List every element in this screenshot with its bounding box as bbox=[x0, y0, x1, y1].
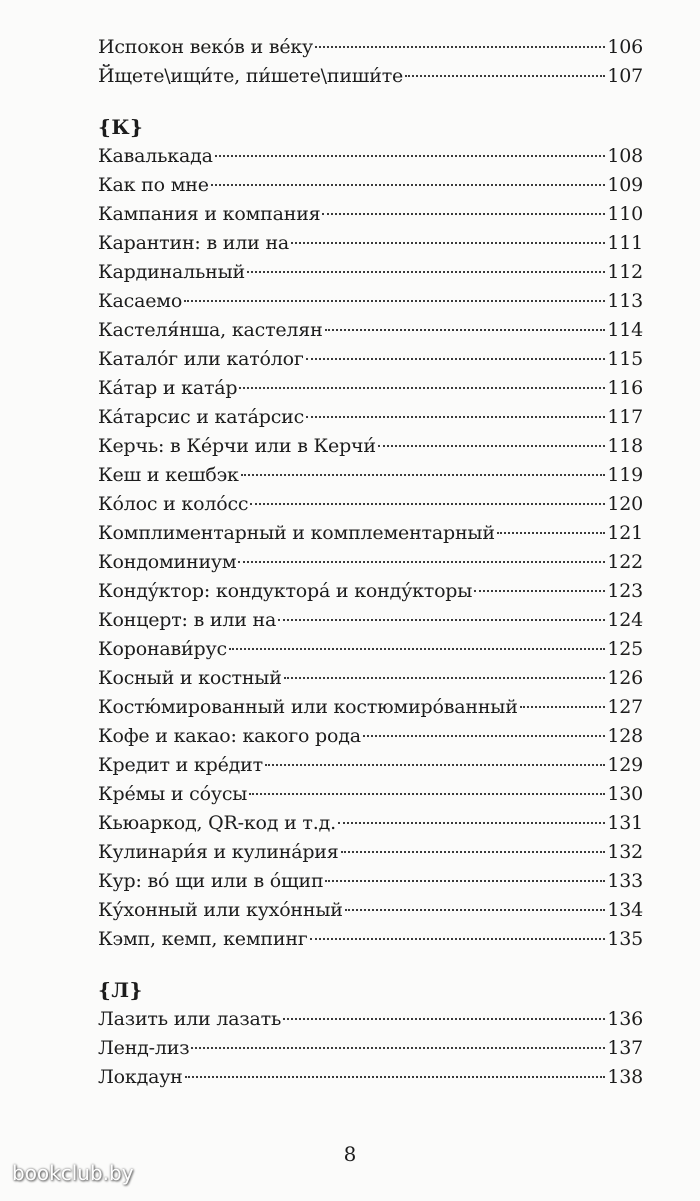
entry-title: Йщете\ищи́те, пи́шете\пиши́те bbox=[98, 65, 404, 87]
entry-title: Кур: во́ щи или в о́щип bbox=[98, 870, 324, 892]
entry-page: 118 bbox=[607, 435, 643, 457]
page-number: 8 bbox=[343, 1142, 357, 1166]
entry-page: 131 bbox=[607, 812, 643, 834]
dot-leader bbox=[310, 938, 606, 940]
toc-entry bbox=[98, 780, 643, 809]
entry-page: 109 bbox=[607, 174, 643, 196]
toc-entry bbox=[98, 374, 643, 403]
dot-leader bbox=[325, 880, 605, 882]
entry-title: Кеш и кешбэк bbox=[98, 464, 239, 486]
dot-leader bbox=[306, 358, 606, 360]
entry-title: Кулинари́я и кулина́рия bbox=[98, 841, 339, 863]
dot-leader bbox=[241, 474, 606, 476]
entry-title: Ку́хонный или кухо́нный bbox=[98, 899, 343, 921]
entry-page: 130 bbox=[607, 783, 643, 805]
toc-entry bbox=[98, 751, 643, 780]
dot-leader bbox=[345, 909, 606, 911]
entry-title: Кондоминиум bbox=[98, 551, 237, 573]
dot-leader bbox=[315, 46, 605, 48]
dot-leader bbox=[284, 677, 606, 679]
dot-leader bbox=[191, 1047, 605, 1049]
entry-title: Локдаун bbox=[98, 1066, 183, 1088]
dot-leader bbox=[278, 619, 605, 621]
toc-entry bbox=[98, 809, 643, 838]
entry-title: Кастеля́нша, кастелян bbox=[98, 319, 323, 341]
toc-entry bbox=[98, 62, 643, 91]
dot-leader bbox=[283, 1018, 605, 1020]
dot-leader bbox=[265, 764, 605, 766]
toc-entry bbox=[98, 1063, 643, 1092]
toc-entry bbox=[98, 635, 643, 664]
section-i bbox=[98, 33, 643, 91]
toc-entry bbox=[98, 896, 643, 925]
toc-entry bbox=[98, 925, 643, 954]
entry-page: 121 bbox=[607, 522, 643, 544]
toc-entry bbox=[98, 867, 643, 896]
entry-page: 135 bbox=[607, 928, 643, 950]
entry-title: Кэмп, кемп, кемпинг bbox=[98, 928, 308, 950]
toc-entry bbox=[98, 1005, 643, 1034]
entry-title: Комплиментарный и комплементарный bbox=[98, 522, 495, 544]
entry-page: 129 bbox=[607, 754, 643, 776]
entry-page: 120 bbox=[607, 493, 643, 515]
dot-leader bbox=[378, 445, 605, 447]
entry-page: 137 bbox=[607, 1037, 643, 1059]
toc-entry bbox=[98, 838, 643, 867]
entry-page: 133 bbox=[607, 870, 643, 892]
entry-title: Кьюаркод, QR-код и т.д. bbox=[98, 812, 336, 834]
dot-leader bbox=[322, 213, 605, 215]
entry-page: 122 bbox=[607, 551, 643, 573]
entry-page: 123 bbox=[607, 580, 643, 602]
dot-leader bbox=[211, 184, 606, 186]
entry-title: Лазить или лазать bbox=[98, 1008, 282, 1030]
entry-title: Испокон веко́в и ве́ку bbox=[98, 36, 314, 58]
dot-leader bbox=[247, 271, 605, 273]
entry-title: Кредит и кре́дит bbox=[98, 754, 263, 776]
entry-title: Кофе и какао: какого рода bbox=[98, 725, 361, 747]
entry-title: Кардинальный bbox=[98, 261, 246, 283]
toc-entry bbox=[98, 229, 643, 258]
entry-title: Ленд-лиз bbox=[98, 1037, 190, 1059]
dot-leader bbox=[363, 735, 605, 737]
toc-entry bbox=[98, 171, 643, 200]
toc-entry bbox=[98, 722, 643, 751]
dot-leader bbox=[497, 532, 606, 534]
entry-page: 136 bbox=[607, 1008, 643, 1030]
entry-title: Керчь: в Ке́рчи или в Керчи́ bbox=[98, 435, 376, 457]
entry-title: Коронави́рус bbox=[98, 638, 227, 660]
section-heading: {К} bbox=[98, 115, 144, 139]
watermark-text: bookclub.by bbox=[12, 1161, 134, 1185]
section-k bbox=[98, 113, 643, 954]
entry-page: 115 bbox=[607, 348, 643, 370]
entry-page: 132 bbox=[607, 841, 643, 863]
entry-page: 127 bbox=[607, 696, 643, 718]
dot-leader bbox=[405, 75, 605, 77]
toc-entry bbox=[98, 316, 643, 345]
toc-entry bbox=[98, 548, 643, 577]
dot-leader bbox=[229, 648, 605, 650]
toc-entry bbox=[98, 142, 643, 171]
toc-entry bbox=[98, 519, 643, 548]
entry-page: 124 bbox=[607, 609, 643, 631]
dot-leader bbox=[291, 242, 605, 244]
entry-title: Ка́тар и ката́р bbox=[98, 377, 238, 399]
entry-title: Ко́лос и коло́сс bbox=[98, 493, 249, 515]
toc-entry bbox=[98, 287, 643, 316]
dot-leader bbox=[238, 561, 605, 563]
entry-page: 116 bbox=[607, 377, 643, 399]
toc-entry bbox=[98, 490, 643, 519]
entry-page: 117 bbox=[607, 406, 643, 428]
entry-page: 113 bbox=[607, 290, 643, 312]
toc-entry bbox=[98, 33, 643, 62]
dot-leader bbox=[239, 387, 605, 389]
entry-page: 111 bbox=[607, 232, 643, 254]
entry-title: Костю́мированный или костюмиро́ванный bbox=[98, 696, 518, 718]
section-heading: {Л} bbox=[98, 978, 143, 1002]
dot-leader bbox=[520, 706, 606, 708]
entry-title: Кре́мы и со́усы bbox=[98, 783, 248, 805]
entry-page: 106 bbox=[607, 36, 643, 58]
entry-page: 108 bbox=[607, 145, 643, 167]
entry-page: 119 bbox=[607, 464, 643, 486]
entry-title: Конду́ктор: кондуктора́ и конду́кторы bbox=[98, 580, 473, 602]
entry-title: Кампания и компания bbox=[98, 203, 321, 225]
entry-title: Касаемо bbox=[98, 290, 183, 312]
dot-leader bbox=[338, 822, 605, 824]
section-l bbox=[98, 976, 643, 1092]
entry-page: 125 bbox=[607, 638, 643, 660]
entry-page: 107 bbox=[607, 65, 643, 87]
entry-page: 114 bbox=[607, 319, 643, 341]
dot-leader bbox=[184, 300, 605, 302]
toc-entry bbox=[98, 432, 643, 461]
toc-entry bbox=[98, 461, 643, 490]
toc-entry bbox=[98, 403, 643, 432]
dot-leader bbox=[306, 416, 605, 418]
toc-entry bbox=[98, 577, 643, 606]
entry-page: 112 bbox=[607, 261, 643, 283]
entry-title: Концерт: в или на bbox=[98, 609, 277, 631]
toc-entry bbox=[98, 1034, 643, 1063]
dot-leader bbox=[474, 590, 605, 592]
entry-title: Косный и костный bbox=[98, 667, 282, 689]
entry-title: Как по мне bbox=[98, 174, 209, 196]
dot-leader bbox=[325, 329, 606, 331]
entry-page: 134 bbox=[607, 899, 643, 921]
toc-entry bbox=[98, 345, 643, 374]
toc-entry bbox=[98, 693, 643, 722]
toc-entry bbox=[98, 258, 643, 287]
toc-entry bbox=[98, 200, 643, 229]
toc-entry bbox=[98, 606, 643, 635]
entry-page: 128 bbox=[607, 725, 643, 747]
entry-page: 110 bbox=[607, 203, 643, 225]
entry-title: Ка́тарсис и ката́рсис bbox=[98, 406, 305, 428]
entry-title: Карантин: в или на bbox=[98, 232, 290, 254]
entry-title: Кавалькада bbox=[98, 145, 213, 167]
dot-leader bbox=[341, 851, 606, 853]
entry-title: Катало́г или като́лог bbox=[98, 348, 304, 370]
entry-page: 126 bbox=[607, 667, 643, 689]
toc-entry bbox=[98, 664, 643, 693]
dot-leader bbox=[249, 793, 605, 795]
dot-leader bbox=[250, 503, 605, 505]
dot-leader bbox=[185, 1076, 606, 1078]
dot-leader bbox=[215, 155, 606, 157]
entry-page: 138 bbox=[607, 1066, 643, 1088]
table-of-contents bbox=[98, 33, 643, 1092]
